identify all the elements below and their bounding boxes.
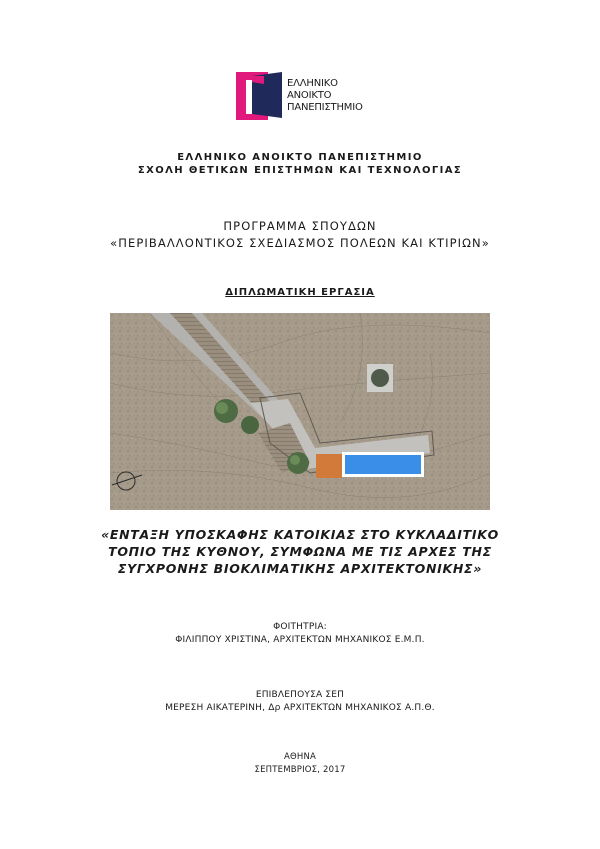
date: ΣΕΠΤΕΜΒΡΙΟΣ, 2017 xyxy=(254,765,346,775)
thesis-title-line-2: ΤΟΠΙΟ ΤΗΣ ΚΥΘΝΟΥ, ΣΥΜΦΩΝΑ ΜΕ ΤΙΣ ΑΡΧΕΣ ΤΗΣ xyxy=(108,544,492,559)
supervisor-label: ΕΠΙΒΛΕΠΟΥΣΑ ΣΕΠ xyxy=(255,690,345,700)
program-label: ΠΡΟΓΡΑΜΜΑ ΣΠΟΥΔΩΝ xyxy=(223,219,377,233)
university-logo xyxy=(234,70,374,122)
logo-text-line-1: ΕΛΛΗΝΙΚΟ xyxy=(287,78,338,89)
thesis-title-line-3: ΣΥΓΧΡΟΝΗΣ ΒΙΟΚΛΙΜΑΤΙΚΗΣ ΑΡΧΙΤΕΚΤΟΝΙΚΗΣ» xyxy=(117,561,483,576)
place: ΑΘΗΝΑ xyxy=(283,752,317,762)
document-type: ΔΙΠΛΩΜΑΤΙΚΗ ΕΡΓΑΣΙΑ xyxy=(225,287,375,298)
school-name: ΣΧΟΛΗ ΘΕΤΙΚΩΝ ΕΠΙΣΤΗΜΩΝ ΚΑΙ ΤΕΧΝΟΛΟΓΙΑΣ xyxy=(137,165,463,176)
logo-text-line-3: ΠΑΝΕΠΙΣΤΗΜΙΟ xyxy=(287,102,363,113)
thesis-title-line-1: «ΕΝΤΑΞΗ ΥΠΟΣΚΑΦΗΣ ΚΑΤΟΙΚΙΑΣ ΣΤΟ ΚΥΚΛΑΔΙΤΙΚΟ xyxy=(101,527,499,542)
logo-mark-icon xyxy=(234,70,286,122)
logo-text-line-2: ΑΝΟΙΚΤΟ xyxy=(287,90,332,101)
supervisor-name: ΜΕΡΕΣΗ ΑΙΚΑΤΕΡΙΝΗ, Δρ ΑΡΧΙΤΕΚΤΩΝ ΜΗΧΑΝΙΚΟΣ Α.Π.Θ. xyxy=(165,703,435,713)
site-plan-image xyxy=(110,313,490,510)
student-label: ΦΟΙΤΗΤΡΙΑ: xyxy=(273,622,327,632)
program-name: «ΠΕΡΙΒΑΛΛΟΝΤΙΚΟΣ ΣΧΕΔΙΑΣΜΟΣ ΠΟΛΕΩΝ ΚΑΙ ΚΤΙΡΙΩΝ» xyxy=(110,236,490,250)
university-name: ΕΛΛΗΝΙΚΟ ΑΝΟΙΚΤΟ ΠΑΝΕΠΙΣΤΗΜΙΟ xyxy=(177,152,423,163)
student-name: ΦΙΛΙΠΠΟΥ ΧΡΙΣΤΙΝΑ, ΑΡΧΙΤΕΚΤΩΝ ΜΗΧΑΝΙΚΟΣ Ε.Μ.Π. xyxy=(175,635,425,645)
